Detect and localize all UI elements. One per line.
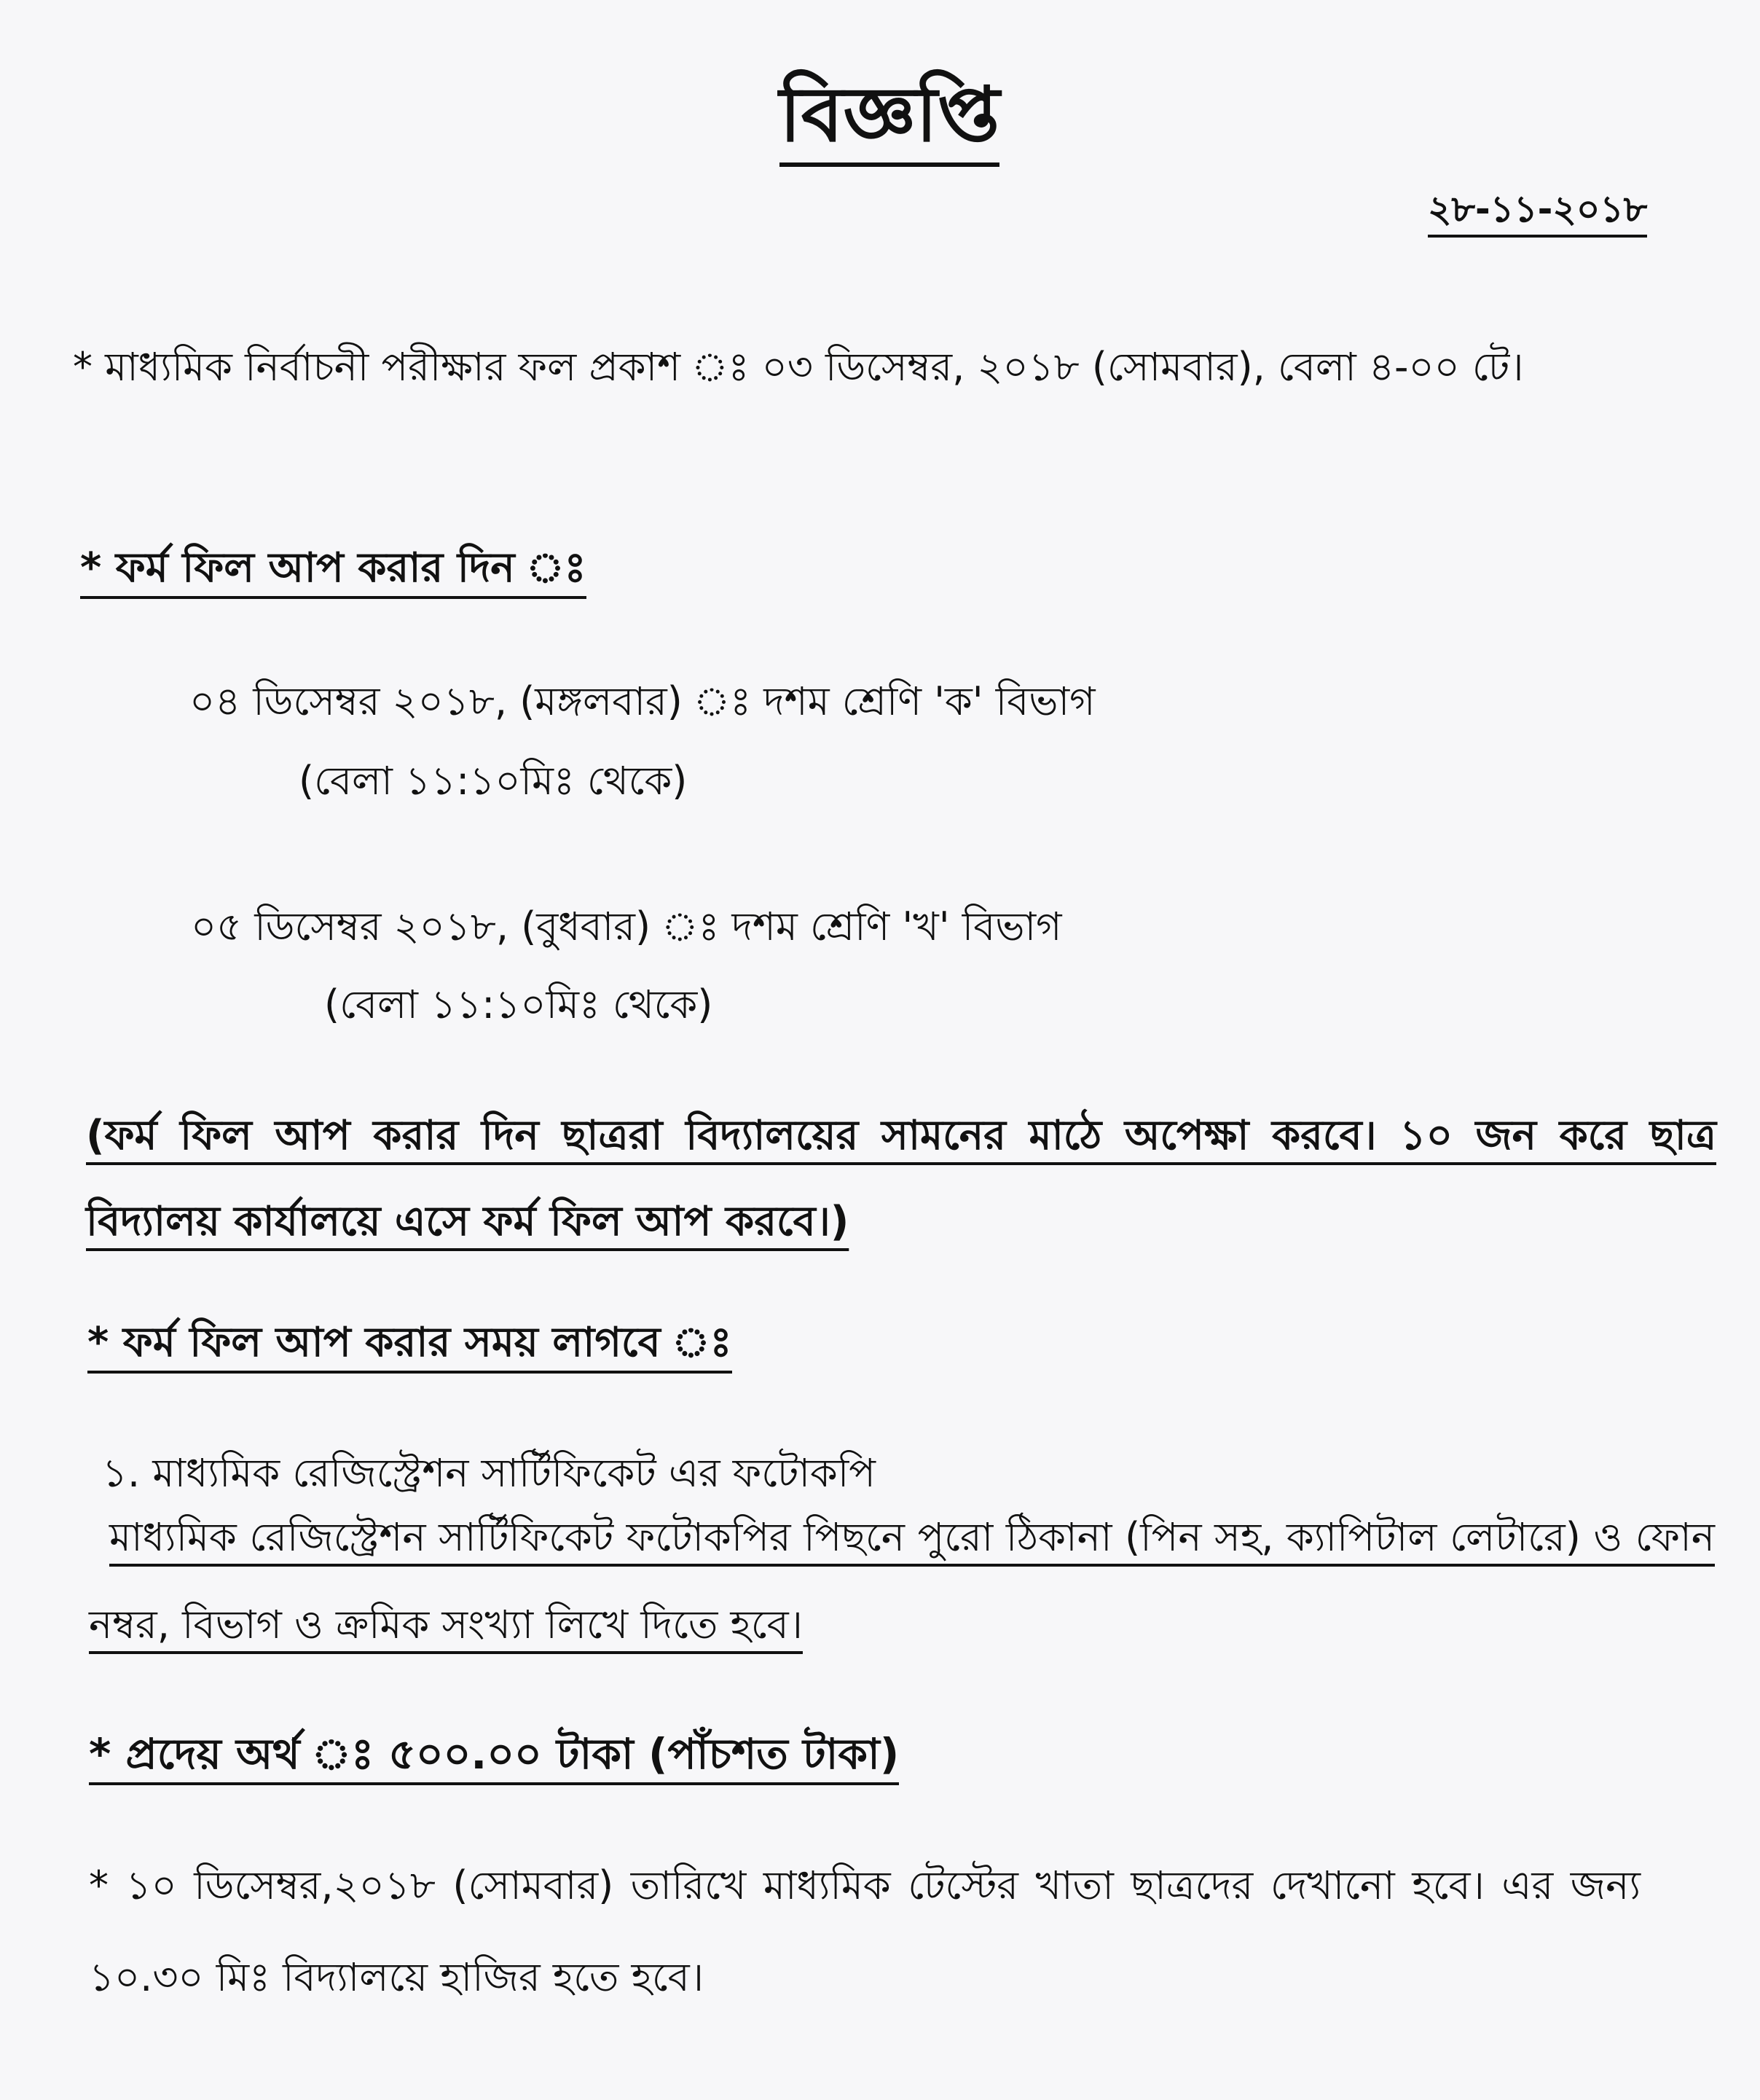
schedule-line-kha: ০৫ ডিসেম্বর ২০১৮, (বুধবার) ঃ দশম শ্রেণি 'খ' বিভাগ (191, 904, 1062, 949)
requirement-item: ১. মাধ্যমিক রেজিস্ট্রেশন সার্টিফিকেট এর ফটোকপি (102, 1450, 876, 1496)
fee-line: * প্রদেয় অর্থ ঃ ৫০০.০০ টাকা (পাঁচশত টাকা) (89, 1733, 899, 1785)
notice-date: ২৮-১১-২০১৮ (1428, 191, 1647, 238)
test-copy-notice: * ১০ ডিসেম্বর,২০১৮ (সোমবার) তারিখে মাধ্যমিক টেস্টের খাতা ছাত্রদের দেখানো হবে। এর জন্য ১০.৩০ মিঃ বিদ্যালয়ে হাজির হতে হবে। (89, 1862, 1641, 2000)
schedule-time-ka: (বেলা ১১:১০মিঃ থেকে) (299, 758, 688, 804)
result-notice: * মাধ্যমিক নির্বাচনী পরীক্ষার ফল প্রকাশ ঃ ০৩ ডিসেম্বর, ২০১৮ (সোমবার), বেলা ৪-০০ টে। (73, 344, 1524, 390)
notice-title: বিজ্ঞপ্তি (779, 77, 999, 167)
requirement-detail: মাধ্যমিক রেজিস্ট্রেশন সার্টিফিকেট ফটোকপির পিছনে পুরো ঠিকানা (পিন সহ, ক্যাপিটাল লেটারে) ও ফোন নম্বর, বিভাগ ও ক্রমিক সংখ্যা লিখে দিতে হবে। (89, 1514, 1715, 1648)
schedule-line-ka: ০৪ ডিসেম্বর ২০১৮, (মঙ্গলবার) ঃ দশম শ্রেণি 'ক' বিভাগ (189, 678, 1096, 724)
waiting-note: (ফর্ম ফিল আপ করার দিন ছাত্ররা বিদ্যালয়ের সামনের মাঠে অপেক্ষা করবে। ১০ জন করে ছাত্র বিদ্যালয় কার্যালয়ে এসে ফর্ম ফিল আপ করবে।) (86, 1112, 1716, 1245)
form-fill-heading: * ফর্ম ফিল আপ করার দিন ঃ (80, 548, 586, 599)
requirements-heading: * ফর্ম ফিল আপ করার সময় লাগবে ঃ (87, 1323, 732, 1374)
schedule-time-kha: (বেলা ১১:১০মিঃ থেকে) (324, 982, 713, 1027)
